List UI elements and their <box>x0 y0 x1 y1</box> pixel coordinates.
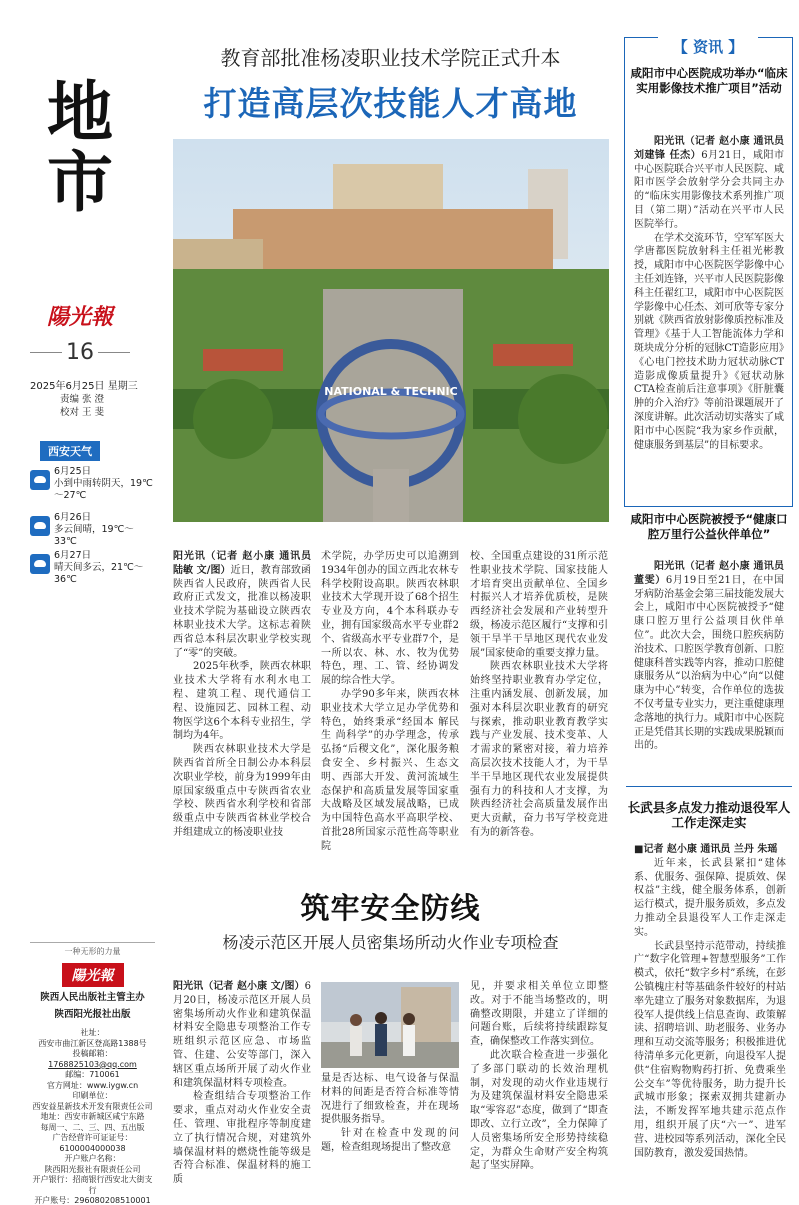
news-body <box>634 560 784 753</box>
news-title: 咸阳市中心医院被授予“健康口腔万里行公益伙伴单位” <box>630 512 788 541</box>
weather-date: 6月27日 <box>54 550 92 561</box>
paragraph: 6月20日，杨凌示范区开展人员密集场所动火作业和建筑保温材料安全隐患专项整治工作专班组织示范区应急、市场监管、住建、公安等部门，深入辖区重点场所开展了动火作业和建筑保温材料专项检查。 <box>173 981 311 1089</box>
publisher-line: 陕西人民出版社主管主办 <box>40 992 145 1003</box>
paragraph: 近日，教育部致函陕西省人民政府，陕西省人民政府正式发文，批准以杨凌职业技术学院为基础设立陕西农林职业技术大学。这标志着陕西省总本科层次职业学校实现了“零”的突破。 <box>173 564 312 659</box>
divider <box>626 786 792 787</box>
inspection-photo <box>321 982 459 1068</box>
contact-line: 西安益星新技术开发有限责任公司 <box>32 1101 153 1111</box>
article2-column <box>321 1072 459 1155</box>
byline: ■记者 赵小康 通讯员 兰丹 朱瑶 <box>634 844 778 855</box>
contact-line: 西安市曲江新区登高路1388号 <box>38 1038 147 1048</box>
paragraph: 6月19日至21日，在中国牙病防治基金会第三届技能发展大会上，咸阳市中心医院被授予“健康口腔万里行公益项目伙伴单位”。此次大会，围绕口腔疾病防治技术、口腔医学教育创新、口腔健康科普实践等内容，推动口腔健康服务从“以治病为中心”向“以健康为中心”转变，合作单位的选拔不仅考量专业实力，更注重健康理念落地的执行力。咸阳市中心医院正是凭借其长期的实践成果脱颖而出的。 <box>634 574 785 752</box>
news-title: 咸阳市中心医院成功举办“临床实用影像技术推广项目”活动 <box>630 66 788 95</box>
rain-cloud-icon <box>30 470 50 490</box>
contact-line: 陕西阳光报社有限责任公司 <box>44 1164 141 1174</box>
weather-day <box>30 466 155 502</box>
news-tag-label: 资讯 <box>692 38 723 56</box>
weather-day <box>30 512 155 548</box>
masthead-logo: 陽光報 <box>46 304 113 330</box>
proofreader: 校对 王 斐 <box>60 407 105 418</box>
sculpture-sign: NATIONAL & TECHNIC <box>324 385 458 398</box>
paragraph: 近年来，长武县紧扣“建体系、优服务、强保障、提质效、保权益”主线，健全服务体系，创新运行模式，提升服务质效，多点发力推动全县退役军人工作走深走实。 <box>634 857 786 938</box>
paragraph: 量是否达标、电气设备与保温材料的间距是否符合标准等情况进行了细致检查，并在现场提供服务指导。 <box>321 1073 459 1126</box>
slogan: 一种无形的力量 <box>30 942 155 957</box>
issue-meta <box>30 380 155 419</box>
article-column <box>173 550 311 840</box>
publisher-promo <box>30 942 155 1021</box>
byline: 阳光讯（记者 赵小康 通讯员 陆敏 文/图） <box>173 551 311 576</box>
weather-date: 6月26日 <box>54 512 92 523</box>
issue-date: 2025年6月25日 星期三 <box>30 381 138 392</box>
publisher-line: 陕西阳光报社出版 <box>54 1009 131 1020</box>
cloud-icon <box>30 554 50 574</box>
weather-date: 6月25日 <box>54 466 92 477</box>
weather-desc: 多云间晴，19℃～33℃ <box>54 524 134 547</box>
contact-line: 邮编：710061 <box>65 1070 120 1079</box>
divider <box>626 506 792 507</box>
section-title: 地市 <box>47 74 113 221</box>
contact-line: 每周一、二、三、四、五出版 <box>40 1122 145 1132</box>
paragraph: 2025年秋季，陕西农林职业技术大学将有水利水电工程、建筑工程、现代通信工程、设施园艺、园林工程、动物医学这6个本科专业招生，学制均为4年。 <box>173 661 311 742</box>
contact-line: 开户账号：296080208510001 <box>34 1196 151 1205</box>
paragraph: 见，并要求相关单位立即整改。对于不能当场整改的，明确整改期限，并建立了详细的问题台账，后续将持续跟踪复查，确保整改工作落实到位。 <box>470 981 608 1048</box>
paragraph: 术学院，办学历史可以追溯到1934年创办的国立西北农林专科学校附设高职。陕西农林职业技术大学现开设了68个招生专业及方向，4个本科联办专业，拥有国家级高水平专业群2个、省级高水平专业群7个，是一所以农、林、水、牧为优势特色，理、工、管、经协调发展的综合性大学。 <box>321 551 459 687</box>
paragraph: 校、全国重点建设的31所示范性职业技术学院、国家技能人才培育突出贡献单位、全国乡村振兴人才培养优质校，是陕西经济社会发展和产业转型升级，杨凌示范区履行“支撑和引领干旱半干旱地区现代农业发展”国家使命的重要支撑力量。 <box>470 551 608 659</box>
paragraph: 6月21日，咸阳市中心医院联合兴平市人民医院、咸阳市医学会放射学分会共同主办的“临床实用影像技术系列推广项目（第二期）”活动在兴平市人民医院举行。 <box>634 149 785 230</box>
contact-line: 地址：西安市新城区咸宁东路 <box>40 1112 145 1121</box>
paragraph: 陕西农林职业技术大学将始终坚持职业教育办学定位，注重内涵发展、创新发展，加强对本科层次职业教育的研究与探索，推动职业教育教学实践与产业发展、技术变革、人才需求的紧密对接，着力培养高层次技术技能人才，为干旱半干旱地区现代农业发展提供强有力的科技和人才支撑，为陕西经济社会高质量发展作出更大贡献，奋力书写学校竞进有为的新答卷。 <box>470 661 608 838</box>
news-body <box>634 843 786 1160</box>
paper-logo: 陽光報 <box>62 963 124 987</box>
byline: 阳光讯（记者 赵小康 文/图） <box>173 981 305 992</box>
paragraph: 检查组结合专项整治工作要求，重点对动火作业安全责任、管理、审批程序等制度建立了执行情况合规，对建筑外墙保温材料的燃烧性能等级是否符合标准、保温材料的施工质 <box>173 1091 311 1186</box>
article2-column <box>470 980 608 1173</box>
paragraph: 在学术交流环节，空军军医大学唐都医院放射科主任祖光彬教授，咸阳市中心医院医学影像中心主任刘连锋，兴平市人民医院影像科主任翟红卫，咸阳市中心医院医学影像中心任杰、刘可欣等专家分别就《陕西省放射影像质控标准及管理》《基于人工智能流体力学和斑块成分分析的冠脉CT造影应用》《心电门控技术助力冠状动脉CT造影成像质量提升》《冠状动脉CTA检查前后注意事项》《肝脏囊肿的介入治疗》等前沿课题展开了深度讲解。此次活动切实落实了咸阳市中心医院“我为家乡作贡献，健康服务到基层”的目标要求。 <box>634 232 784 451</box>
divider <box>30 352 62 353</box>
article2-column <box>173 980 311 1187</box>
page-number: 16 <box>66 339 94 365</box>
cloud-icon <box>30 516 50 536</box>
article-column <box>321 550 459 854</box>
contact-line: 开户银行：招商银行西安北大街支行 <box>32 1175 153 1195</box>
contact-website[interactable]: 官方网址：www.iygw.cn <box>46 1080 139 1090</box>
paragraph: 办学90多年来，陕西农林职业技术大学立足办学优势和特色，始终秉承“经国本 解民生 尚科学”的办学理念，传承弘扬“后稷文化”，深化服务粮食安全、乡村振兴、生态文明、西部大开发、黄河流域生态保护和高质量发展等国家重大战略及区域发展战略，已成为中国特色高水平高职学校、首批28所国家示范性高等职业院 <box>321 688 459 852</box>
paragraph: 此次联合检查进一步强化了多部门联动的长效治理机制，对发现的动火作业违规行为及建筑保温材料安全隐患采取“零容忍”态度，做到了“即查即改、立行立改”，全力保障了人员密集场所安全形势持续稳定，为群众生命财产安全构筑起了坚实屏障。 <box>470 1049 608 1172</box>
contact-line: 投稿邮箱： <box>72 1049 113 1058</box>
contact-line: 社址： <box>80 1028 105 1037</box>
left-rail <box>0 0 160 1205</box>
news-title: 长武县多点发力推动退役军人工作走深走实 <box>627 800 791 830</box>
page-number-row <box>30 340 130 364</box>
editor: 责编 张 澄 <box>60 394 105 405</box>
article2-subtitle: 杨凌示范区开展人员密集场所动火作业专项检查 <box>222 933 559 952</box>
paragraph: 针对在检查中发现的问题，检查组现场提出了整改意 <box>321 1128 459 1153</box>
contact-line: 广告经营许可证证号： <box>52 1133 133 1142</box>
news-tag: 【 资讯 】 <box>658 36 758 57</box>
article2-title: 筑牢安全防线 <box>300 891 481 925</box>
article-subtitle: 教育部批准杨凌职业技术学院正式升本 <box>220 46 561 70</box>
article-title: 打造高层次技能人才高地 <box>203 84 578 123</box>
divider <box>98 352 130 353</box>
article-column <box>470 550 608 840</box>
contact-line: 开户账户名称： <box>64 1154 121 1163</box>
contact-email[interactable]: 1768825103@qq.com <box>48 1059 137 1069</box>
contact-line: 印刷单位： <box>72 1091 113 1100</box>
weather-desc: 小到中雨转阴天，19℃～27℃ <box>54 478 153 501</box>
weather-title: 西安天气 <box>40 441 100 461</box>
news-body <box>634 135 784 452</box>
byline: 阳光讯（记者 赵小康 通讯员 刘建锋 任杰） <box>634 136 784 161</box>
contact-info <box>30 1028 155 1205</box>
weather-day <box>30 550 155 586</box>
contact-line: 6100004000038 <box>59 1143 126 1153</box>
campus-photo <box>173 139 609 522</box>
byline: 阳光讯（记者 赵小康 通讯员 董雯） <box>634 561 784 586</box>
paragraph: 长武县坚持示范带动，持续推广“数字化管理+智慧型服务”工作模式，依托“数字乡村”系统，在彭公镇槐庄村等基础条件较好的村站率先建立了服务对象数据库，为退役军人提供线上信息查询、政策解读、招聘培训、助老服务、业务办理和互动交流等服务；积极推进优待清单多元化更新，向退役军人提供“住宿购物购药打折、免费乘坐公交车”等优待服务，助力提升长武城市形象；探索双拥共建新办法，不断发挥军地共建示范点作用，组织开展了庆“六一”、进军营、进校园等系列活动，深化全民国防教育，激发爱国热情。 <box>634 940 786 1159</box>
weather-desc: 晴天间多云，21℃～36℃ <box>54 562 144 585</box>
paragraph: 陕西农林职业技术大学是陕西省首所全日制公办本科层次职业学校，前身为1999年由原国家级重点中专陕西省农业学校、陕西省水利学校和省部级重点中专陕西省林业学校合并组建成立的杨凌职业技 <box>173 744 311 838</box>
